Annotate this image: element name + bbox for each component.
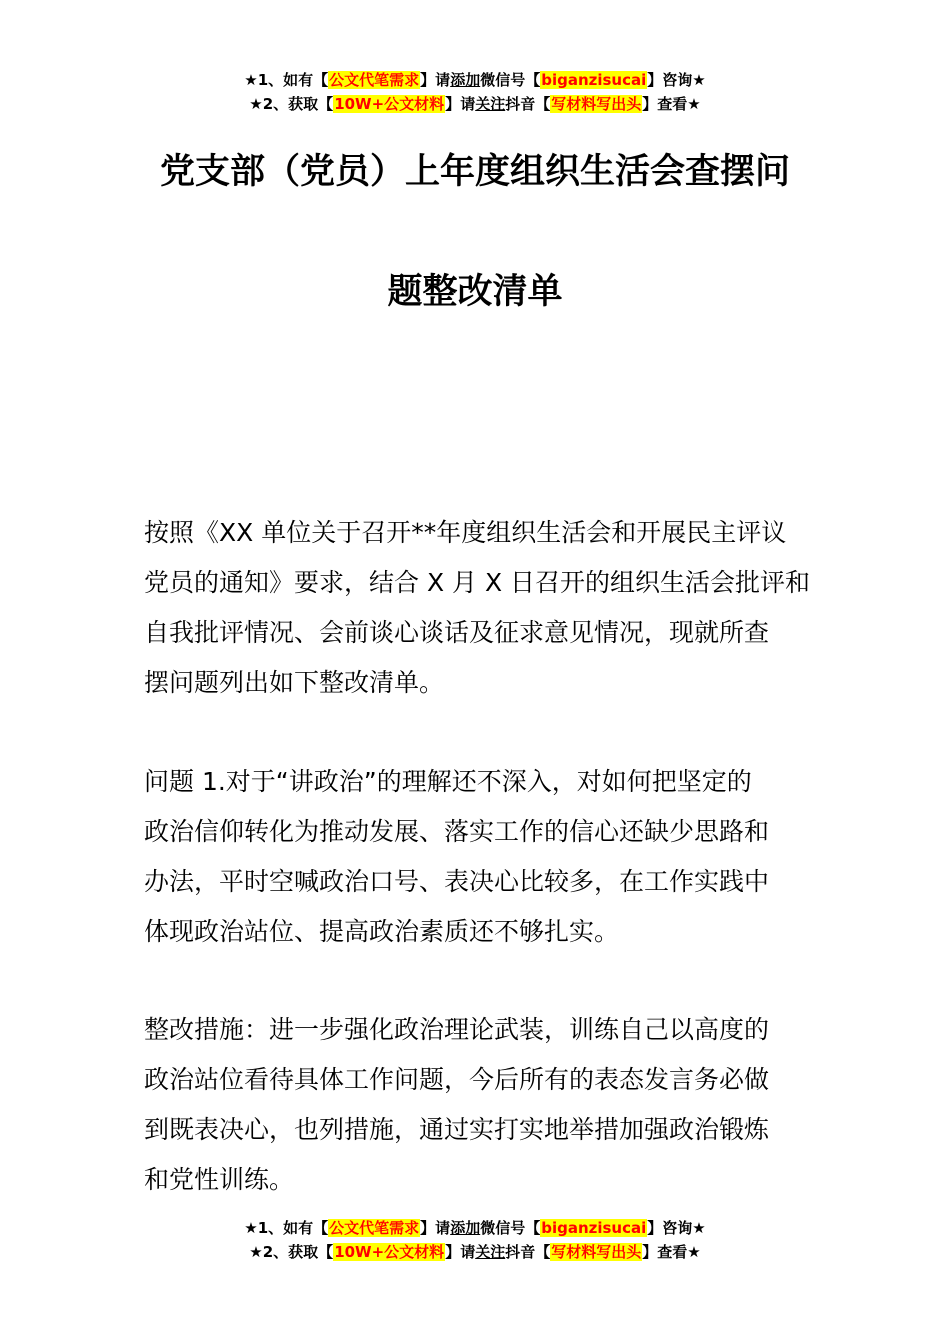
banner-highlight-wechat-id: biganzisucai — [541, 1219, 647, 1237]
banner-underlined: 添加 — [450, 1219, 481, 1237]
banner-text: 】咨询★ — [647, 1219, 706, 1237]
banner-text: 抖音【 — [505, 1243, 551, 1261]
paragraph-line: 问题 1.对于“讲政治”的理解还不深入，对如何把坚定的 — [144, 767, 752, 796]
banner-text: ★1、如有【 — [244, 71, 329, 89]
paragraph-line: 到既表决心，也列措施，通过实打实地举措加强政治锻炼 — [144, 1115, 770, 1144]
paragraph-line: 办法，平时空喊政治口号、表决心比较多，在工作实践中 — [144, 867, 770, 896]
banner-text: 】查看★ — [642, 1243, 701, 1261]
intro-paragraph — [144, 508, 811, 708]
paragraph-line: 和党性训练。 — [144, 1165, 295, 1194]
banner-highlight-wechat-id: biganzisucai — [541, 71, 647, 89]
banner-text: 微信号【 — [480, 1219, 541, 1237]
banner-text: ★1、如有【 — [244, 1219, 329, 1237]
banner-underlined: 关注 — [475, 1243, 506, 1261]
banner-text: 微信号【 — [480, 71, 541, 89]
banner-highlight: 10W+公文材料 — [334, 95, 445, 113]
paragraph-line: 政治信仰转化为推动发展、落实工作的信心还缺少思路和 — [144, 817, 770, 846]
paragraph-line: 摆问题列出如下整改清单。 — [144, 668, 445, 697]
banner-underlined: 添加 — [450, 71, 481, 89]
paragraph-line: 政治站位看待具体工作问题，今后所有的表态发言务必做 — [144, 1065, 770, 1094]
banner-highlight: 公文代笔需求 — [329, 1219, 420, 1237]
paragraph-line: 党员的通知》要求，结合 X 月 X 日召开的组织生活会批评和 — [144, 568, 811, 597]
banner-highlight: 公文代笔需求 — [329, 71, 420, 89]
banner-text: ★2、获取【 — [249, 95, 334, 113]
page-title-line-1: 党支部（党员）上年度组织生活会查摆问 — [159, 152, 790, 192]
paragraph-line: 体现政治站位、提高政治素质还不够扎实。 — [144, 917, 620, 946]
banner-text: 】请 — [420, 71, 451, 89]
banner-text: 】咨询★ — [647, 71, 706, 89]
paragraph-line: 自我批评情况、会前谈心谈话及征求意见情况，现就所查 — [144, 618, 770, 647]
banner-line-1 — [0, 68, 950, 92]
banner-text: 抖音【 — [505, 95, 551, 113]
page-title-line-2: 题整改清单 — [387, 272, 563, 312]
banner-text: 】查看★ — [642, 95, 701, 113]
banner-line-1 — [0, 1216, 950, 1240]
header-banner — [0, 68, 950, 116]
banner-line-2 — [0, 1240, 950, 1264]
paragraph-line: 整改措施：进一步强化政治理论武装，训练自己以高度的 — [144, 1015, 770, 1044]
footer-banner — [0, 1216, 950, 1264]
banner-highlight: 10W+公文材料 — [334, 1243, 445, 1261]
measures-paragraph — [144, 1005, 808, 1205]
paragraph-line: 按照《XX 单位关于召开**年度组织生活会和开展民主评议 — [144, 518, 787, 547]
banner-text: 】请 — [445, 95, 476, 113]
banner-line-2 — [0, 92, 950, 116]
banner-text: 】请 — [445, 1243, 476, 1261]
banner-text: ★2、获取【 — [249, 1243, 334, 1261]
problem-paragraph — [144, 757, 808, 957]
banner-highlight-douyin-id: 写材料写出头 — [551, 95, 642, 113]
banner-highlight-douyin-id: 写材料写出头 — [551, 1243, 642, 1261]
banner-underlined: 关注 — [475, 95, 506, 113]
banner-text: 】请 — [420, 1219, 451, 1237]
